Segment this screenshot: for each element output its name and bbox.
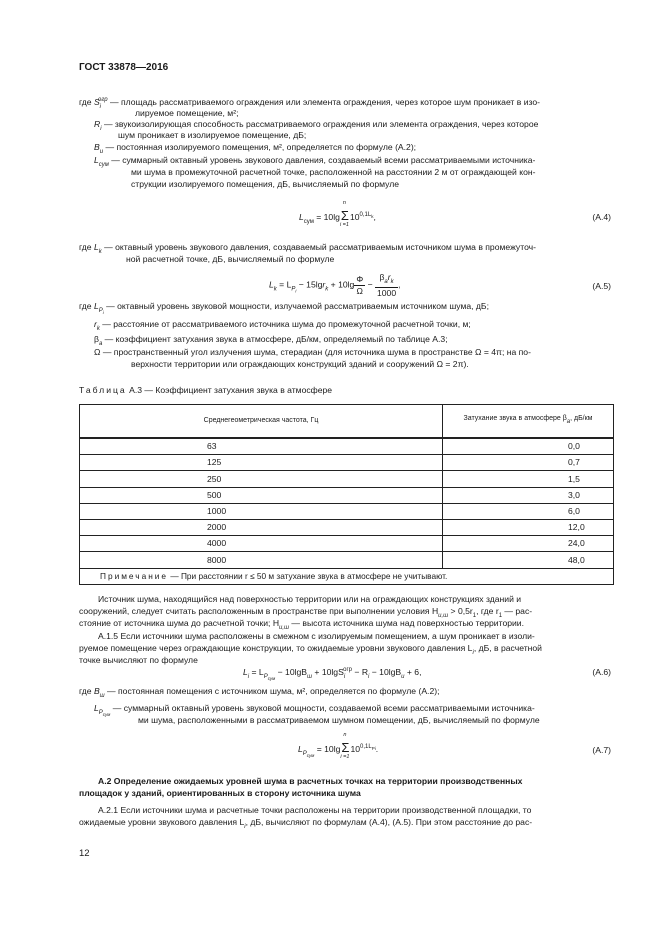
eq-a6-t4-sub: i: [343, 674, 346, 680]
equation-a5-number: (А.5): [592, 281, 611, 291]
attenuation-table: [79, 404, 614, 585]
eq-a6-t6-sub: и: [401, 674, 405, 680]
equation-a6-number: (А.6): [592, 667, 611, 677]
definition-b-text: — постоянная изолируемого помещения, м², определяется по формуле (А.2);: [103, 142, 417, 152]
table-row: [80, 455, 614, 471]
page-number: 12: [79, 848, 90, 859]
term-lps: L: [94, 703, 99, 713]
definition-lps-text: — суммарный октавный уровень звуковой мощности, создаваемой всеми рассматриваемыми источника-: [110, 703, 535, 713]
frac2-beta-sub: a: [384, 279, 388, 285]
term-lp-subsub: i: [102, 310, 104, 315]
table-cell-attenuation: 24,0: [443, 536, 614, 552]
frac2-den: 1000: [377, 287, 397, 298]
para1-line3-b: — высота источника шума над поверхностью территории.: [289, 618, 524, 628]
term-lsum: L: [94, 155, 99, 165]
definition-s-text: — площадь рассматриваемого ограждения или элемента ограждения, через которое шум проникает в изо-: [107, 97, 540, 107]
eq-a6-t3: − 10lgB: [275, 667, 308, 677]
eq-a6-lhs: L: [243, 667, 248, 677]
table-caption-prefix: Таблица: [79, 385, 127, 395]
table-caption-text: А.3 — Коэффициент затухания звука в атмосфере: [126, 385, 333, 395]
para1-line2-sub3: 1: [498, 613, 503, 619]
table-cell-frequency: 500: [80, 487, 443, 503]
definition-lps-line2: ми шума, расположенными в рассматриваемом шумном помещении, дБ, вычисляемый по формуле: [138, 715, 540, 725]
definition-lp-line1: [79, 301, 489, 316]
eq-a4-sigma-bottom: i =1: [339, 222, 349, 228]
eq-a5-tail: ,: [398, 279, 401, 290]
definition-bsh-line1: [79, 686, 439, 701]
term-lk-sub: k: [98, 249, 102, 255]
eq-a5-lhs: L: [269, 279, 274, 290]
eq-a6-t6: − 10lgB: [369, 667, 402, 677]
eq-a5-t1-subsub: i: [295, 288, 297, 294]
frac2-r-sub: k: [390, 279, 394, 285]
eq-a4-rhs: 10: [349, 212, 360, 222]
equation-a5: [269, 272, 401, 298]
equation-a6: [243, 667, 421, 682]
frac1-num: Φ: [356, 273, 364, 284]
definition-lp-text: — октавный уровень звуковой мощности, излучаемой рассматриваемым источником шума, дБ;: [103, 301, 489, 311]
definition-bsh-text: — постоянная помещения с источником шума, м², определяется по формуле (А.2);: [104, 686, 440, 696]
table-cell-frequency: 1000: [80, 503, 443, 519]
term-lp: L: [93, 301, 99, 311]
section-title-line2: площадок у зданий, ориентированных в сторону источника шума: [79, 788, 361, 798]
section-para-line2-b: , дБ, вычисляют по формулам (А.4), (А.5). При этом расстояние до рас-: [245, 817, 533, 827]
table-cell-frequency: 2000: [80, 519, 443, 535]
table-row: [80, 519, 614, 535]
table-cell-attenuation: 1,5: [443, 471, 614, 487]
term-lp-sub: P: [98, 308, 103, 314]
sigma-symbol-2: Σ n i =1: [340, 732, 350, 760]
definition-omega-line2: верхности территории или ограждающих конструкций зданий и сооружений Ω = 2π).: [131, 359, 469, 369]
table-cell-attenuation: 12,0: [443, 519, 614, 535]
eq-a4-sigma-top: n: [342, 200, 346, 206]
where-label-3: где: [79, 301, 92, 311]
term-rk: r: [94, 319, 97, 329]
eq-a6-t3-sub: ш: [307, 674, 313, 680]
para2-line2-b: , дБ, в расчетной: [473, 643, 542, 653]
definition-r-text: — звукоизолирующая способность рассматриваемого ограждения или элемента ограждения, через которое: [101, 119, 539, 129]
table-cell-frequency: 4000: [80, 536, 443, 552]
frac2-num: [375, 272, 401, 290]
eq-a6-t5: − R: [352, 667, 369, 677]
section-title-line1: А.2 Определение ожидаемых уровней шума в расчетных точках на территории производственных: [98, 776, 523, 786]
eq-a7-tail: .: [375, 744, 379, 754]
term-lps-sub: P: [98, 710, 103, 716]
para1-line2-c: , где r: [476, 606, 499, 616]
para1-line2-a: сооружений, следует считать расположенным в пространстве при выполнении условия H: [79, 606, 439, 616]
table-header-attenuation-text: Затухание звука в атмосфере β: [463, 415, 567, 423]
term-b-sub: и: [99, 149, 104, 155]
table-note: [80, 568, 614, 584]
eq-a6-t2-subsub: сум: [267, 676, 276, 681]
table-row: [80, 471, 614, 487]
table-header-attenuation-sub: a: [566, 419, 571, 426]
term-r-sub: i: [100, 126, 102, 132]
eq-a4-lhs: L: [299, 212, 304, 222]
term-r: R: [94, 119, 101, 129]
term-beta-sub: a: [98, 341, 103, 347]
frac1-den: Ω: [356, 285, 363, 296]
eq-a4-lhs-sub: сум: [303, 219, 314, 225]
eq-a5-lhs-sub: k: [273, 286, 277, 293]
definition-ba-text: — коэффициент затухания звука в атмосфере, дБ/км, определяемый по таблице А.3;: [102, 334, 448, 344]
table-cell-frequency: 125: [80, 455, 443, 471]
para2-line2-sub: i: [472, 650, 474, 656]
fraction-beta-r: [375, 272, 401, 298]
eq-a7-exponent-sub: Pi: [371, 746, 376, 751]
table-cell-attenuation: 48,0: [443, 552, 614, 568]
eq-a6-t7: + 6,: [404, 667, 422, 677]
para1-line3-a: стояние от источника шума до расчетной точки; H: [79, 618, 280, 628]
eq-a7-exponent: 0,1L: [360, 744, 372, 750]
eq-a5-minus: −: [365, 279, 375, 290]
table-row: [80, 503, 614, 519]
table-row: [80, 438, 614, 455]
eq-a7-sigma-bottom: i =1: [340, 754, 350, 760]
frac2-r: r: [387, 272, 391, 282]
eq-a7-sigma-top: n: [343, 732, 347, 738]
term-s-sup: огр: [98, 97, 108, 103]
eq-a6-t4: + 10lgS: [312, 667, 344, 677]
table-header-attenuation: [443, 405, 614, 439]
term-lps-subsub: сум: [102, 712, 111, 717]
section-para-line2-a: ожидаемые уровни звукового давления L: [79, 817, 245, 827]
table-cell-attenuation: 0,0: [443, 438, 614, 455]
definition-lsum-line2: ми шума в промежуточной расчетной точке, расположенной на расстоянии 2 м от ограждающей кон-: [131, 167, 536, 177]
definition-r-line2: шум проникает в изолируемое помещение, дБ;: [118, 130, 307, 140]
equation-a4: [299, 200, 376, 228]
eq-a5-t2: − 15lg: [296, 279, 323, 290]
where-label: где: [79, 97, 92, 107]
eq-a7-rhs: 10: [350, 744, 360, 754]
term-s: S: [93, 97, 100, 107]
definition-rk-line1: [94, 319, 471, 334]
table-cell-attenuation: 6,0: [443, 503, 614, 519]
term-b: B: [94, 142, 100, 152]
section-para-line2: [79, 817, 532, 832]
eq-a6-t2-sub: P: [263, 674, 268, 680]
eq-a7-lhs-sub: P: [302, 751, 307, 757]
para1-line2-sub2: 1: [472, 613, 477, 619]
table-body: [80, 438, 614, 568]
table-header-attenuation-unit: , дБ/км: [570, 415, 593, 423]
eq-a6-t4-sup: огр: [343, 667, 353, 673]
eq-a7-lhs-subsub: сум: [306, 753, 315, 758]
where-label-4: где: [79, 686, 92, 696]
table-note-text: — При расстоянии r ≤ 50 м затухание звука в атмосфере не учитывают.: [168, 570, 448, 581]
eq-a4-exponent: 0,1L: [359, 212, 372, 218]
eq-a6-t5-sub: i: [368, 674, 370, 680]
frac2-beta: β: [379, 272, 385, 282]
table-note-prefix: Примечание: [100, 570, 169, 581]
term-lk: L: [93, 242, 99, 252]
where-label-2: где: [79, 242, 92, 252]
document-header: ГОСТ 33878—2016: [79, 62, 169, 73]
definition-lsum-text: — суммарный октавный уровень звукового давления, создаваемый всеми рассматриваемыми источника-: [108, 155, 536, 165]
definition-lsum-line3: струкции изолируемого помещения, дБ, вычисляемый по формуле: [131, 179, 400, 189]
eq-a7-op: = 10lg: [314, 744, 341, 754]
table-row: [80, 536, 614, 552]
eq-a7-lhs: L: [298, 744, 303, 754]
table-cell-attenuation: 3,0: [443, 487, 614, 503]
eq-a4-op: = 10lg: [313, 212, 340, 222]
sigma-symbol: Σ n i =1: [339, 200, 349, 228]
section-para-line1: А.2.1 Если источники шума и расчетные точки расположены на территории производственной площадки, то: [98, 805, 532, 815]
definition-rk-text: — расстояние от рассматриваемого источника шума до промежуточной расчетной точки, м;: [99, 319, 471, 329]
table-row: [80, 552, 614, 568]
para1-line1: Источник шума, находящийся над поверхностью территории или на ограждающих конструкциях зданий и: [98, 594, 522, 604]
eq-a5-t2-sub: k: [325, 286, 329, 293]
eq-a4-tail: ,: [373, 212, 376, 222]
table-cell-attenuation: 0,7: [443, 455, 614, 471]
eq-a5-t3: + 10lg: [328, 279, 355, 290]
table-row: [80, 487, 614, 503]
table-cell-frequency: 250: [80, 471, 443, 487]
definition-lk-line2: ной расчетной точке, дБ, вычисляемый по формуле: [126, 254, 335, 264]
table-caption: [79, 385, 332, 396]
para2-line3: точке вычисляют по формуле: [79, 655, 198, 665]
para2-line1: А.1.5 Если источники шума расположены в смежном с изолируемым помещением, а шум проникает в изоли-: [98, 631, 535, 641]
term-lsum-sub: сум: [98, 162, 109, 168]
equation-a4-number: (А.4): [592, 212, 611, 222]
eq-a5-t1-sub: P: [291, 286, 296, 293]
term-beta: β: [94, 334, 99, 344]
definition-omega-text: — пространственный угол излучения шума, стерадиан (для источника шума в пространстве Ω = 4π; на по-: [100, 347, 531, 357]
table-cell-frequency: 8000: [80, 552, 443, 568]
term-rk-sub: k: [96, 326, 100, 332]
eq-a5-t1: = L: [276, 279, 292, 290]
eq-a6-t2: = L: [249, 667, 264, 677]
para1-line2-b: > 0,5r: [448, 606, 473, 616]
table-cell-frequency: 63: [80, 438, 443, 455]
equation-a7-number: (А.7): [592, 745, 611, 755]
definition-omega-line1: [94, 347, 531, 358]
definition-s-line2: лируемое помещение, м²;: [135, 108, 239, 118]
equation-a7: [298, 732, 379, 760]
term-s-sub: i: [99, 104, 102, 110]
table-header-frequency: Среднегеометрическая частота, Гц: [80, 405, 443, 439]
term-bsh-sub: ш: [99, 693, 105, 699]
para1-line2-d: — рас-: [502, 606, 533, 616]
section-para-line2-sub: i: [244, 824, 246, 830]
para1-line3-sub: и,ш: [279, 625, 290, 631]
eq-a5-t2-var: r: [322, 279, 326, 290]
eq-a6-lhs-sub: i: [247, 674, 250, 680]
term-omega: Ω: [94, 347, 101, 357]
definition-lk-text: — октавный уровень звукового давления, создаваемый рассматриваемым источником шума в промежуточ-: [101, 242, 536, 252]
para1-line2-sub: и,ш: [438, 613, 449, 619]
term-bsh: B: [93, 686, 100, 696]
fraction-phi-omega: [354, 274, 365, 296]
eq-a4-exponent-sub: k: [371, 214, 374, 219]
para2-line2-a: руемое помещение через ограждающие конструкции, то ожидаемые уровни звукового давления L: [79, 643, 473, 653]
